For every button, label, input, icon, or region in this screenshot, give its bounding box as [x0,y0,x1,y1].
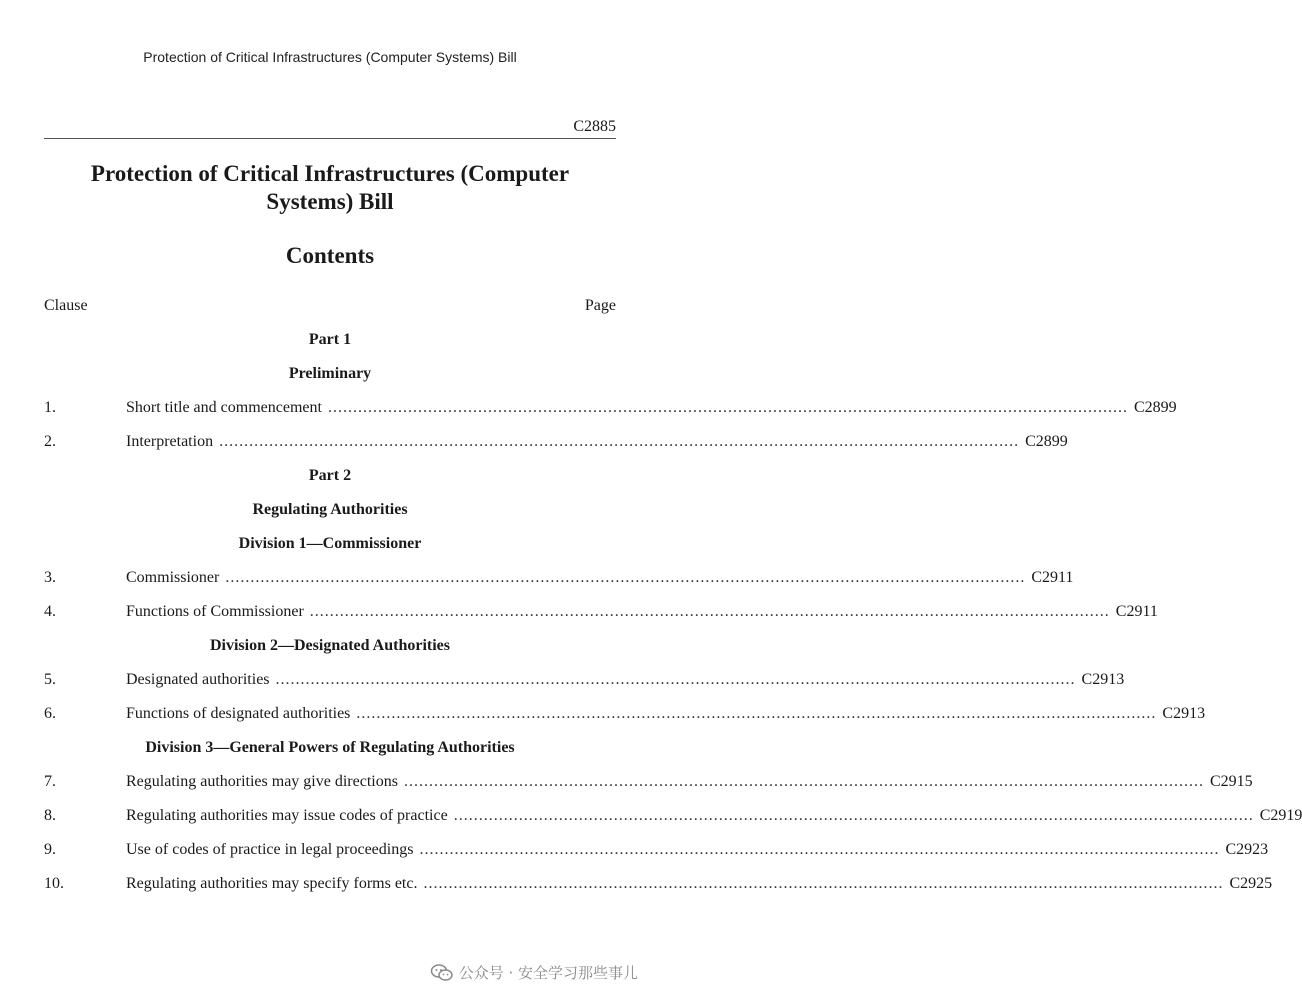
dot-leader: ................................................................................................................................................................ [423,875,1224,892]
clause-number: 9. [44,841,56,858]
clause-title: Designated authorities [126,671,270,688]
toc-entry [44,833,1269,867]
toc-heading: Division 2—Designated Authorities [209,637,450,654]
clause-number: 10. [44,875,64,892]
clause-title: Functions of Commissioner [126,603,304,620]
clause-title: Regulating authorities may specify forms etc. [126,875,418,892]
dot-leader: ................................................................................................................................................................ [403,773,1204,790]
toc-entry [44,595,1158,629]
clause-page: C2915 [1209,773,1253,790]
toc-entry [44,561,1074,595]
toc-heading: Preliminary [288,365,372,382]
toc-entry [44,867,1273,901]
toc-heading: Part 1 [308,331,352,348]
clause-page: C2923 [1225,841,1269,858]
dot-leader: ................................................................................................................................................................ [225,569,1026,586]
toc-entry [44,391,1177,425]
dot-leader: ................................................................................................................................................................ [327,399,1128,416]
clause-title: Regulating authorities may give directions [126,773,398,790]
clause-page: C2913 [1081,671,1125,688]
toc-heading: Regulating Authorities [252,501,408,518]
wechat-icon [431,964,453,982]
watermark-text: 公众号 · 安全学习那些事儿 [458,964,638,982]
clause-number: 7. [44,773,56,790]
toc-entry [44,697,1206,731]
document-title-line-1: Protection of Critical Infrastructures (Computer [90,161,570,186]
watermark [431,962,638,983]
contents-heading: Contents [285,243,375,268]
header-rule [44,138,616,139]
clause-page: C2899 [1133,399,1177,416]
dot-leader: ................................................................................................................................................................ [453,807,1254,824]
running-header: Protection of Critical Infrastructures (Computer Systems) Bill [143,49,517,65]
clause-title: Functions of designated authorities [126,705,351,722]
dot-leader: ................................................................................................................................................................ [275,671,1076,688]
clause-page: C2925 [1229,875,1273,892]
dot-leader: ................................................................................................................................................................ [219,433,1020,450]
clause-title: Commissioner [126,569,220,586]
toc-heading: Division 3—General Powers of Regulating Authorities [145,739,515,756]
clause-page: C2911 [1031,569,1074,586]
clause-page: C2913 [1162,705,1206,722]
clause-page: C2919 [1259,807,1302,824]
dot-leader: ................................................................................................................................................................ [419,841,1220,858]
page-column-header: Page [584,297,616,314]
toc-entry [44,425,1068,459]
dot-leader: ................................................................................................................................................................ [356,705,1157,722]
document-title-line-2: Systems) Bill [266,189,394,214]
clause-number: 6. [44,705,56,722]
clause-title: Use of codes of practice in legal proceedings [126,841,414,858]
clause-number: 4. [44,603,56,620]
clause-number: 2. [44,433,56,450]
page-number: C2885 [573,118,616,135]
toc-heading: Part 2 [308,467,352,484]
toc-entry [44,663,1125,697]
clause-number: 3. [44,569,56,586]
clause-title: Short title and commencement [126,399,322,416]
clause-title: Interpretation [126,433,214,450]
clause-column-header: Clause [44,297,88,314]
clause-number: 8. [44,807,56,824]
table-of-contents [44,323,1302,901]
clause-page: C2911 [1115,603,1158,620]
clause-number: 5. [44,671,56,688]
document-title [44,160,616,216]
dot-leader: ................................................................................................................................................................ [309,603,1110,620]
clause-title: Regulating authorities may issue codes of practice [126,807,448,824]
clause-number: 1. [44,399,56,416]
toc-entry [44,799,1302,833]
clause-page: C2899 [1025,433,1068,450]
toc-heading: Division 1—Commissioner [238,535,422,552]
toc-entry [44,765,1253,799]
